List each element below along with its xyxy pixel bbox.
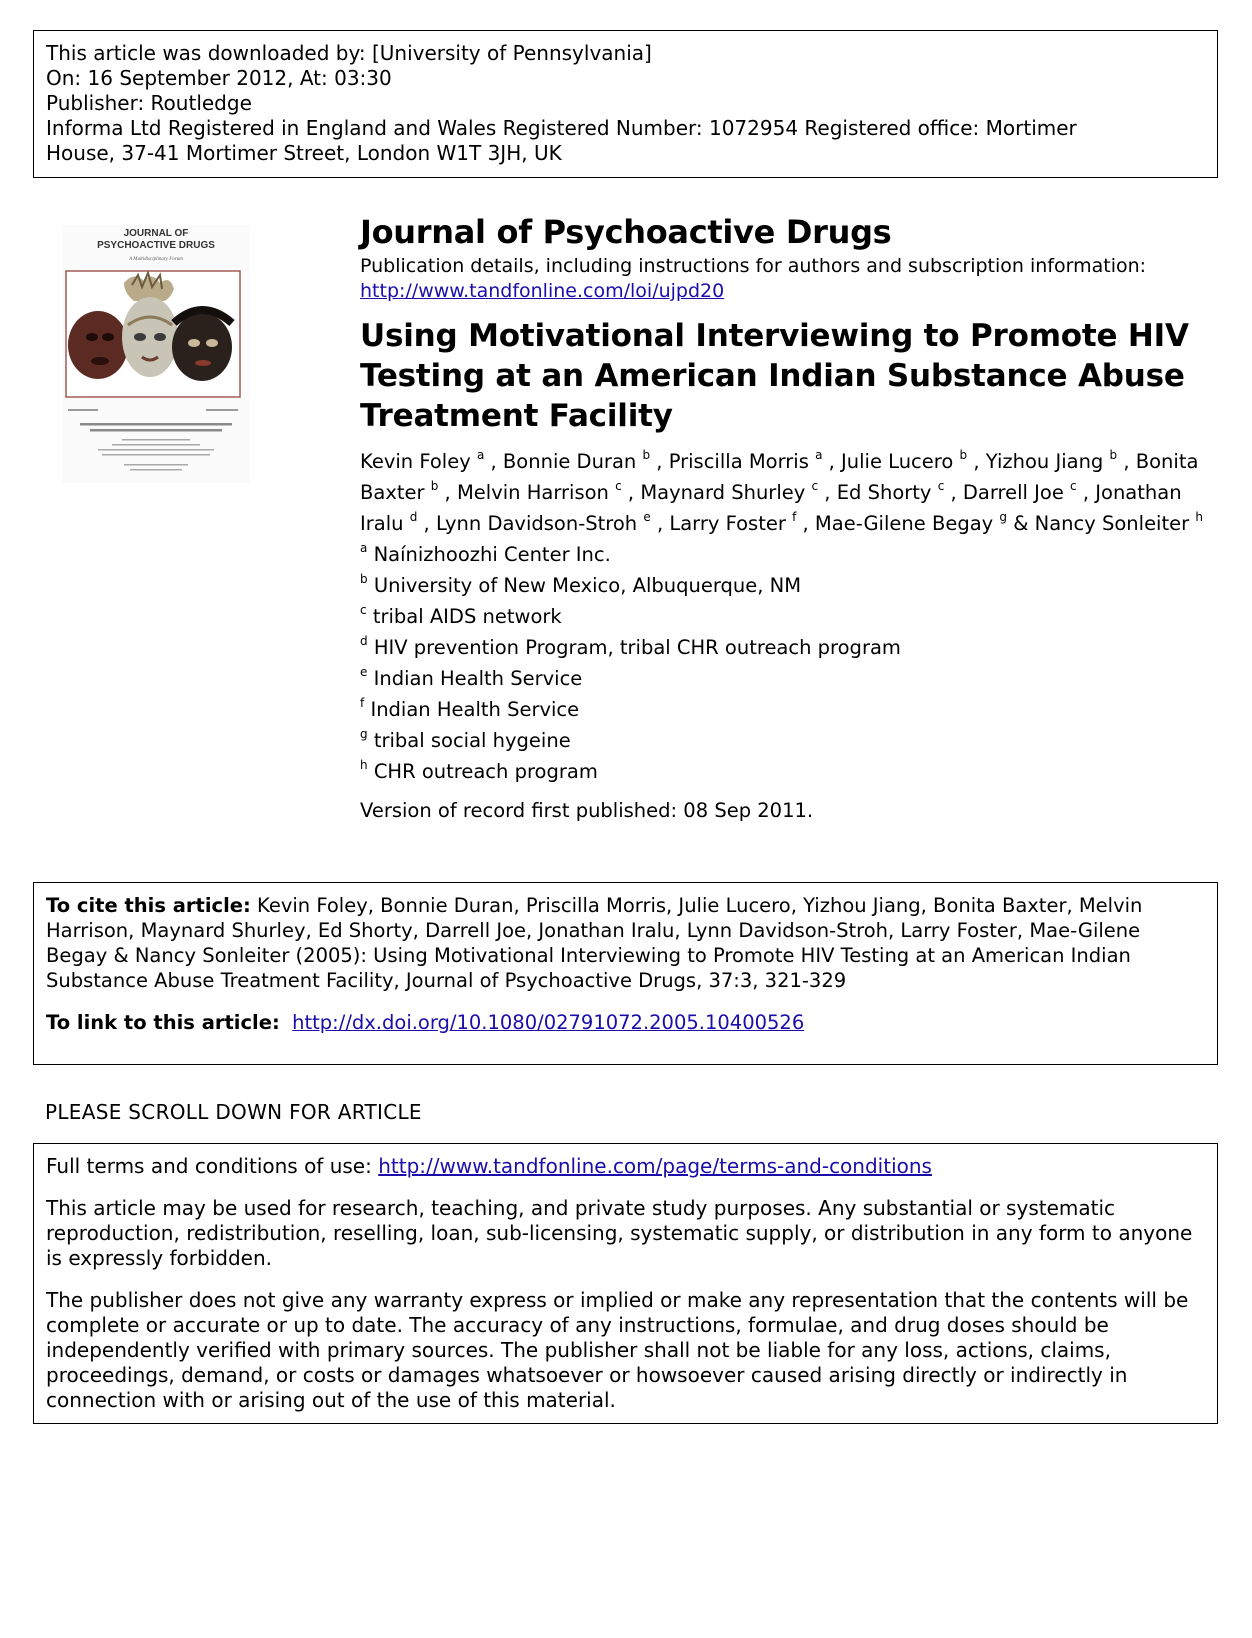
journal-cover-image (62, 225, 250, 483)
affiliation-item (360, 601, 1220, 632)
author-name: Ed Shorty (836, 481, 932, 504)
author-affiliation-marker: b (430, 479, 439, 493)
author-affiliation-marker: d (409, 510, 418, 524)
affiliation-key: b (360, 572, 368, 586)
cover-title-line1: JOURNAL OF (123, 228, 189, 239)
author-affiliation-marker: a (815, 448, 823, 462)
author-name: Darrell Joe (962, 481, 1064, 504)
author-affiliation-marker: c (937, 479, 945, 493)
affiliation-key: c (360, 603, 367, 617)
affiliation-key: g (360, 727, 368, 741)
doi-link[interactable]: http://dx.doi.org/10.1080/02791072.2005.10400526 (292, 1011, 805, 1034)
author-name: Priscilla Morris (668, 450, 809, 473)
affiliation-text: CHR outreach program (373, 760, 598, 783)
author-name: Yizhou Jiang (985, 450, 1104, 473)
author-affiliation-marker: f (792, 510, 797, 524)
version-of-record: Version of record first published: 08 Sep 2011. (360, 799, 814, 822)
author-list: Kevin Foley $^a$ , Bonnie Duran $^b$ , Priscilla Morris $^a$ , Julie Lucero $^b$ , Yizhou Jiang $^b$ , Bonita Baxter $^b$ , Melvin Harrison $^c$ , Maynard Shurley $^c$ , Ed Shorty $^c$ , Darrell Joe $^c$ , Jonathan Iralu $^d$ , Lynn Davidson-Stroh $^e$ , Larry Foster $^f$ , Mae-Gilene Begay $^g$ & Nancy Sonleiter $^h$ (360, 448, 1203, 535)
affiliation-text: HIV prevention Program, tribal CHR outreach program (373, 636, 901, 659)
author-name: Lynn Davidson-Stroh (435, 512, 638, 535)
affiliation-item (360, 756, 1220, 787)
download-info-box (33, 30, 1218, 178)
affiliation-key: a (360, 541, 368, 555)
author-affiliation-marker: g (999, 510, 1008, 524)
affiliation-item (360, 663, 1220, 694)
author-affiliation-marker: c (615, 479, 622, 493)
author-name: Maynard Shurley (640, 481, 806, 504)
download-date: On: 16 September 2012, At: 03:30 (46, 66, 392, 90)
author-affiliation-marker: b (642, 448, 651, 462)
journal-title: Journal of Psychoactive Drugs (360, 213, 892, 251)
citation-box (33, 882, 1218, 1065)
article-title: Using Motivational Interviewing to Promote HIV Testing at an American Indian Substance Abuse Treatment Facility (360, 318, 1189, 434)
terms-paragraph-usage: This article may be used for research, teaching, and private study purposes. Any substantial or systematic reproduction, redistribution, reselling, loan, sub-licensing, systematic supply, or distribution in any form to anyone is expressly forbidden. (46, 1196, 1193, 1270)
author-affiliation-marker: b (959, 448, 968, 462)
article-metadata (360, 212, 1220, 825)
affiliation-text: Indian Health Service (373, 667, 583, 690)
publication-details: Publication details, including instructions for authors and subscription information: (360, 255, 1147, 277)
affiliation-text: Naínizhoozhi Center Inc. (373, 543, 611, 566)
terms-paragraph-warranty: The publisher does not give any warranty express or implied or make any representation that the contents will be complete or accurate or up to date. The accuracy of any instructions, formulae, and drug doses should be independently verified with primary sources. The publisher shall not be liable for any loss, actions, claims, proceedings, demand, or costs or damages whatsoever or howsoever caused arising directly or indirectly in connection with or arising out of the use of this material. (46, 1288, 1189, 1412)
author-affiliation-marker: h (1195, 510, 1203, 524)
cover-title-line2: PSYCHOACTIVE DRUGS (97, 240, 215, 251)
affiliation-key: e (360, 665, 368, 679)
author-name: Melvin Harrison (456, 481, 609, 504)
author-affiliation-marker: c (811, 479, 819, 493)
terms-row (46, 1154, 1205, 1179)
registration-line: Informa Ltd Registered in England and Wales Registered Number: 1072954 Registered office: Mortimer (46, 116, 1077, 140)
author-name: Larry Foster (669, 512, 786, 535)
author-name: Kevin Foley (360, 450, 471, 473)
author-name: Bonnie Duran (502, 450, 637, 473)
cover-subtitle: A Multidisciplinary Forum (129, 257, 183, 262)
affiliation-text: Indian Health Service (370, 698, 580, 721)
author-affiliation-marker: a (476, 448, 485, 462)
link-label: To link to this article: (46, 1011, 280, 1034)
affiliation-item (360, 725, 1220, 756)
affiliation-item (360, 570, 1220, 601)
author-name: Julie Lucero (841, 450, 954, 473)
affiliation-list (360, 539, 1220, 787)
author-name: Mae-Gilene Begay (814, 512, 994, 535)
article-link-row (46, 1010, 1205, 1035)
affiliation-key: f (360, 696, 365, 710)
cite-body: Kevin Foley, Bonnie Duran, Priscilla Morris, Julie Lucero, Yizhou Jiang, Bonita Baxter, Melvin Harrison, Maynard Shurley, Ed Shorty, Darrell Joe, Jonathan Iralu, Lynn Davidson-Stroh, Larry Foster, Mae-Gilene Begay & Nancy Sonleiter (2005): Using Motivational Interviewing to Promote HIV Testing at an American Indian Substance Abuse Treatment Facility, Journal of Psychoactive Drugs, 37:3, 321-329 (46, 894, 1143, 992)
author-name: Nancy Sonleiter (1034, 512, 1190, 535)
downloaded-by: This article was downloaded by: [University of Pennsylvania] (46, 41, 652, 65)
address-line: House, 37-41 Mortimer Street, London W1T 3JH, UK (46, 141, 562, 165)
cite-label: To cite this article: (46, 894, 251, 917)
terms-link[interactable]: http://www.tandfonline.com/page/terms-and-conditions (378, 1154, 932, 1178)
citation-text (46, 893, 1205, 993)
affiliation-key: d (360, 634, 368, 648)
terms-box (33, 1143, 1218, 1424)
publisher: Publisher: Routledge (46, 91, 252, 115)
author-name: Bonita Baxter (360, 450, 1199, 504)
author-name: Jonathan Iralu (360, 481, 1182, 535)
journal-link[interactable]: http://www.tandfonline.com/loi/ujpd20 (360, 280, 725, 302)
scroll-down-notice: PLEASE SCROLL DOWN FOR ARTICLE (45, 1100, 422, 1124)
affiliation-item (360, 539, 1220, 570)
affiliation-text: University of New Mexico, Albuquerque, NM (373, 574, 802, 597)
affiliation-key: h (360, 758, 368, 772)
affiliation-item (360, 632, 1220, 663)
author-affiliation-marker: b (1109, 448, 1118, 462)
author-affiliation-marker: c (1070, 479, 1077, 493)
terms-label: Full terms and conditions of use: (46, 1154, 372, 1178)
author-affiliation-marker: e (643, 510, 651, 524)
affiliation-text: tribal AIDS network (372, 605, 562, 628)
affiliation-item (360, 694, 1220, 725)
affiliation-text: tribal social hygeine (373, 729, 571, 752)
